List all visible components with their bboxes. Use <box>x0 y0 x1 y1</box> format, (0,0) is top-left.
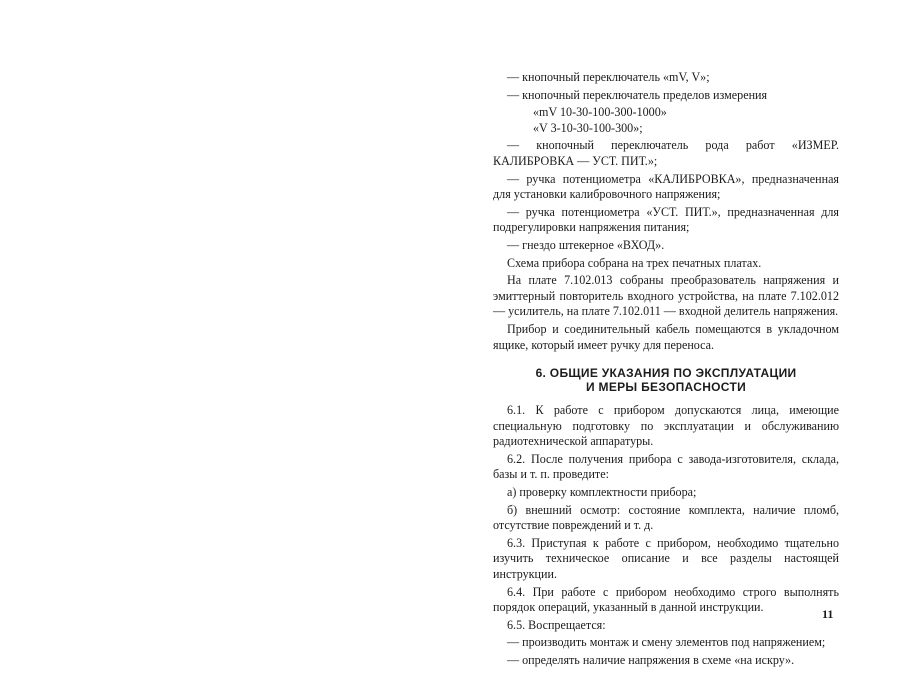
page-number: 11 <box>822 607 834 621</box>
paragraph: На плате 7.102.013 собраны преобразователь напряжения и эмиттерный повторитель входного устройства, на плате 7.102.012 — усилитель, на плате 7.102.011 — входной делитель напряжения. <box>493 273 839 319</box>
section-item: а) проверку комплектности прибора; <box>507 485 697 500</box>
list-item: — кнопочный переключатель рода работ «ИЗМЕР. КАЛИБРОВКА — УСТ. ПИТ.»; <box>493 138 839 168</box>
section-item: 6.3. Приступая к работе с прибором, необходимо тщательно изучить техническое описание и все разделы настоящей инструкции. <box>493 535 839 582</box>
list-item: — ручка потенциометра «КАЛИБРОВКА», предназначенная для установки калибровочного напряжения; <box>493 171 839 202</box>
section-item: — производить монтаж и смену элементов под напряжением; <box>507 635 826 650</box>
list-item-sub: «V 3-10-30-100-300»; <box>533 120 643 135</box>
list-item-sub: «mV 10-30-100-300-1000» <box>533 105 667 120</box>
section-item: б) внешний осмотр: состояние комплекта, наличие пломб, отсутствие повреждений и т. д. <box>493 502 839 533</box>
section-item: 6.4. При работе с прибором необходимо строго выполнять порядок операций, указанный в данной инструкции. <box>493 584 839 615</box>
paragraph: Прибор и соединительный кабель помещаются в укладочном ящике, который имеет ручку для переноса. <box>493 321 839 352</box>
section-item: 6.5. Воспрещается: <box>507 617 606 632</box>
section-title-line1: 6. ОБЩИЕ УКАЗАНИЯ ПО ЭКСПЛУАТАЦИИ <box>535 366 797 381</box>
section-title-line2: И МЕРЫ БЕЗОПАСНОСТИ <box>585 379 747 394</box>
document-page <box>493 70 839 671</box>
list-item: — кнопочный переключатель «mV, V»; <box>507 70 710 84</box>
section-item: 6.2. После получения прибора с завода-изготовителя, склада, базы и т. п. проведите: <box>493 451 839 482</box>
section-heading <box>493 367 839 394</box>
list-item: — кнопочный переключатель пределов измерения <box>507 87 768 102</box>
list-item: — ручка потенциометра «УСТ. ПИТ.», предназначенная для подрегулировки напряжения питания; <box>493 204 839 235</box>
section-item: 6.1. К работе с прибором допускаются лица, имеющие специальную подготовку по эксплуатации и обслуживанию радиотехнической аппаратуры. <box>493 403 839 449</box>
paragraph: Схема прибора собрана на трех печатных платах. <box>507 255 762 270</box>
list-item: — гнездо штекерное «ВХОД». <box>507 237 665 252</box>
section-item: — определять наличие напряжения в схеме «на искру». <box>507 653 795 667</box>
